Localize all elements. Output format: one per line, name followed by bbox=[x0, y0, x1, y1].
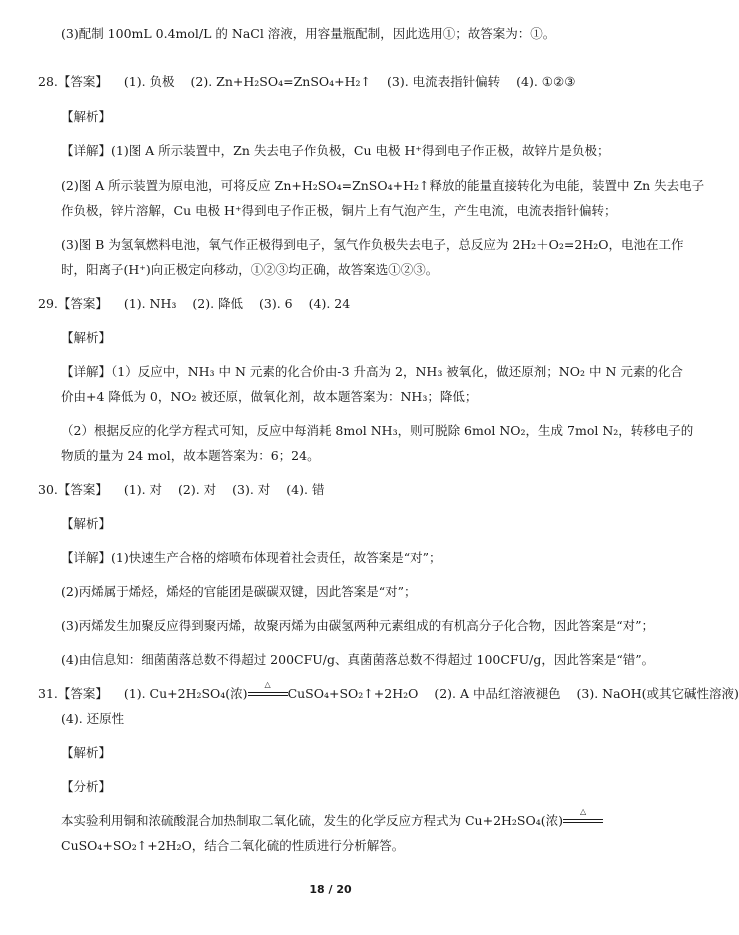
text-line: 时，阳离子(H⁺)向正极定向移动，①②③均正确，故答案选①②③。 bbox=[61, 262, 439, 277]
answer-28 bbox=[38, 74, 575, 90]
answer-item: (3). NaOH(或其它碱性溶液) bbox=[576, 686, 739, 701]
text-line: (2)丙烯属于烯烃，烯烃的官能团是碳碳双键，因此答案是“对”； bbox=[61, 584, 417, 599]
text-line: 【详解】（1）反应中，NH₃ 中 N 元素的化合价由-3 升高为 2，NH₃ 被氧化，做还原剂；NO₂ 中 N 元素的化合 bbox=[61, 364, 683, 379]
text-line: 【详解】(1)快速生产合格的熔喷布体现着社会责任，故答案是“对”； bbox=[61, 550, 442, 565]
answer-item: (2). 降低 bbox=[192, 296, 244, 311]
text-line: (3)配制 100mL 0.4mol/L 的 NaCl 溶液，用容量瓶配制，因此选用①；故答案为：①。 bbox=[61, 26, 556, 41]
answer-30 bbox=[38, 482, 324, 498]
answer-item: (3). 对 bbox=[232, 482, 271, 497]
answer-item: (3). 6 bbox=[259, 296, 293, 311]
analysis-label: 【解析】 bbox=[61, 109, 112, 124]
answer-item: (4). ①②③ bbox=[516, 74, 576, 89]
text-line: (3)图 B 为氢氧燃料电池，氧气作正极得到电子，氢气作负极失去电子，总反应为 2H₂＋O₂=2H₂O，电池在工作 bbox=[61, 237, 684, 252]
answer-label: 30.【答案】 bbox=[38, 482, 108, 497]
text-line: 作负极，锌片溶解，Cu 电极 H⁺得到电子作正极，铜片上有气泡产生，产生电流，电流表指针偏转； bbox=[61, 203, 617, 218]
heating-arrow bbox=[563, 807, 603, 826]
analysis-label: 【解析】 bbox=[61, 516, 112, 531]
answer-item: (1). NH₃ bbox=[123, 296, 177, 311]
answer-item: (1). 负极 bbox=[123, 74, 175, 89]
answer-item: (1). 对 bbox=[123, 482, 163, 497]
text-line: (2)图 A 所示装置为原电池，可将反应 Zn+H₂SO₄=ZnSO₄+H₂↑释放的能量直接转化为电能，装置中 Zn 失去电子 bbox=[61, 178, 705, 193]
answer-item: (1). Cu+2H₂SO₄(浓) bbox=[123, 686, 248, 701]
delta-symbol: △ bbox=[264, 680, 271, 689]
answer-label: 29.【答案】 bbox=[38, 296, 108, 311]
answer-29 bbox=[38, 296, 350, 312]
answer-item: (2). Zn+H₂SO₄=ZnSO₄+H₂↑ bbox=[190, 74, 372, 89]
analysis-label: 【解析】 bbox=[61, 745, 112, 760]
answer-item: (2). A 中品红溶液褪色 bbox=[434, 686, 561, 701]
text-line bbox=[61, 807, 603, 829]
answer-item: (4). 24 bbox=[308, 296, 351, 311]
answer-item: (2). 对 bbox=[178, 482, 217, 497]
heating-arrow bbox=[248, 680, 288, 699]
answer-item: CuSO₄+SO₂↑+2H₂O bbox=[287, 686, 419, 701]
answer-label: 28.【答案】 bbox=[38, 74, 108, 89]
text-line: 物质的量为 24 mol，故本题答案为：6；24。 bbox=[61, 448, 320, 463]
answer-item: (4). 错 bbox=[286, 482, 325, 497]
answer-label: 31.【答案】 bbox=[38, 686, 108, 701]
text-line: 价由+4 降低为 0，NO₂ 被还原，做氧化剂，故本题答案为：NH₃；降低； bbox=[61, 389, 478, 404]
text-line: （2）根据反应的化学方程式可知，反应中每消耗 8mol NH₃，则可脱除 6mol NO₂，生成 7mol N₂，转移电子的 bbox=[61, 423, 694, 438]
answer-item: (3). 电流表指针偏转 bbox=[387, 74, 501, 89]
text-line: CuSO₄+SO₂↑+2H₂O，结合二氧化硫的性质进行分析解答。 bbox=[61, 838, 405, 853]
page-number: 18 / 20 bbox=[309, 883, 352, 896]
answer-31 bbox=[38, 680, 739, 702]
text-segment: 本实验利用铜和浓硫酸混合加热制取二氧化硫，发生的化学反应方程式为 Cu+2H₂SO₄(浓) bbox=[61, 813, 564, 828]
delta-symbol: △ bbox=[579, 807, 587, 816]
answer-item: (4). 还原性 bbox=[61, 711, 125, 726]
text-line: (4)由信息知：细菌菌落总数不得超过 200CFU/g、真菌菌落总数不得超过 100CFU/g，因此答案是“错”。 bbox=[61, 652, 655, 667]
analysis-label: 【解析】 bbox=[61, 330, 112, 345]
text-line: 【详解】(1)图 A 所示装置中，Zn 失去电子作负极，Cu 电极 H⁺得到电子作正极，故锌片是负极； bbox=[61, 143, 610, 158]
analysis-label: 【分析】 bbox=[61, 779, 112, 794]
text-line: (3)丙烯发生加聚反应得到聚丙烯，故聚丙烯为由碳氢两种元素组成的有机高分子化合物，因此答案是“对”； bbox=[61, 618, 654, 633]
